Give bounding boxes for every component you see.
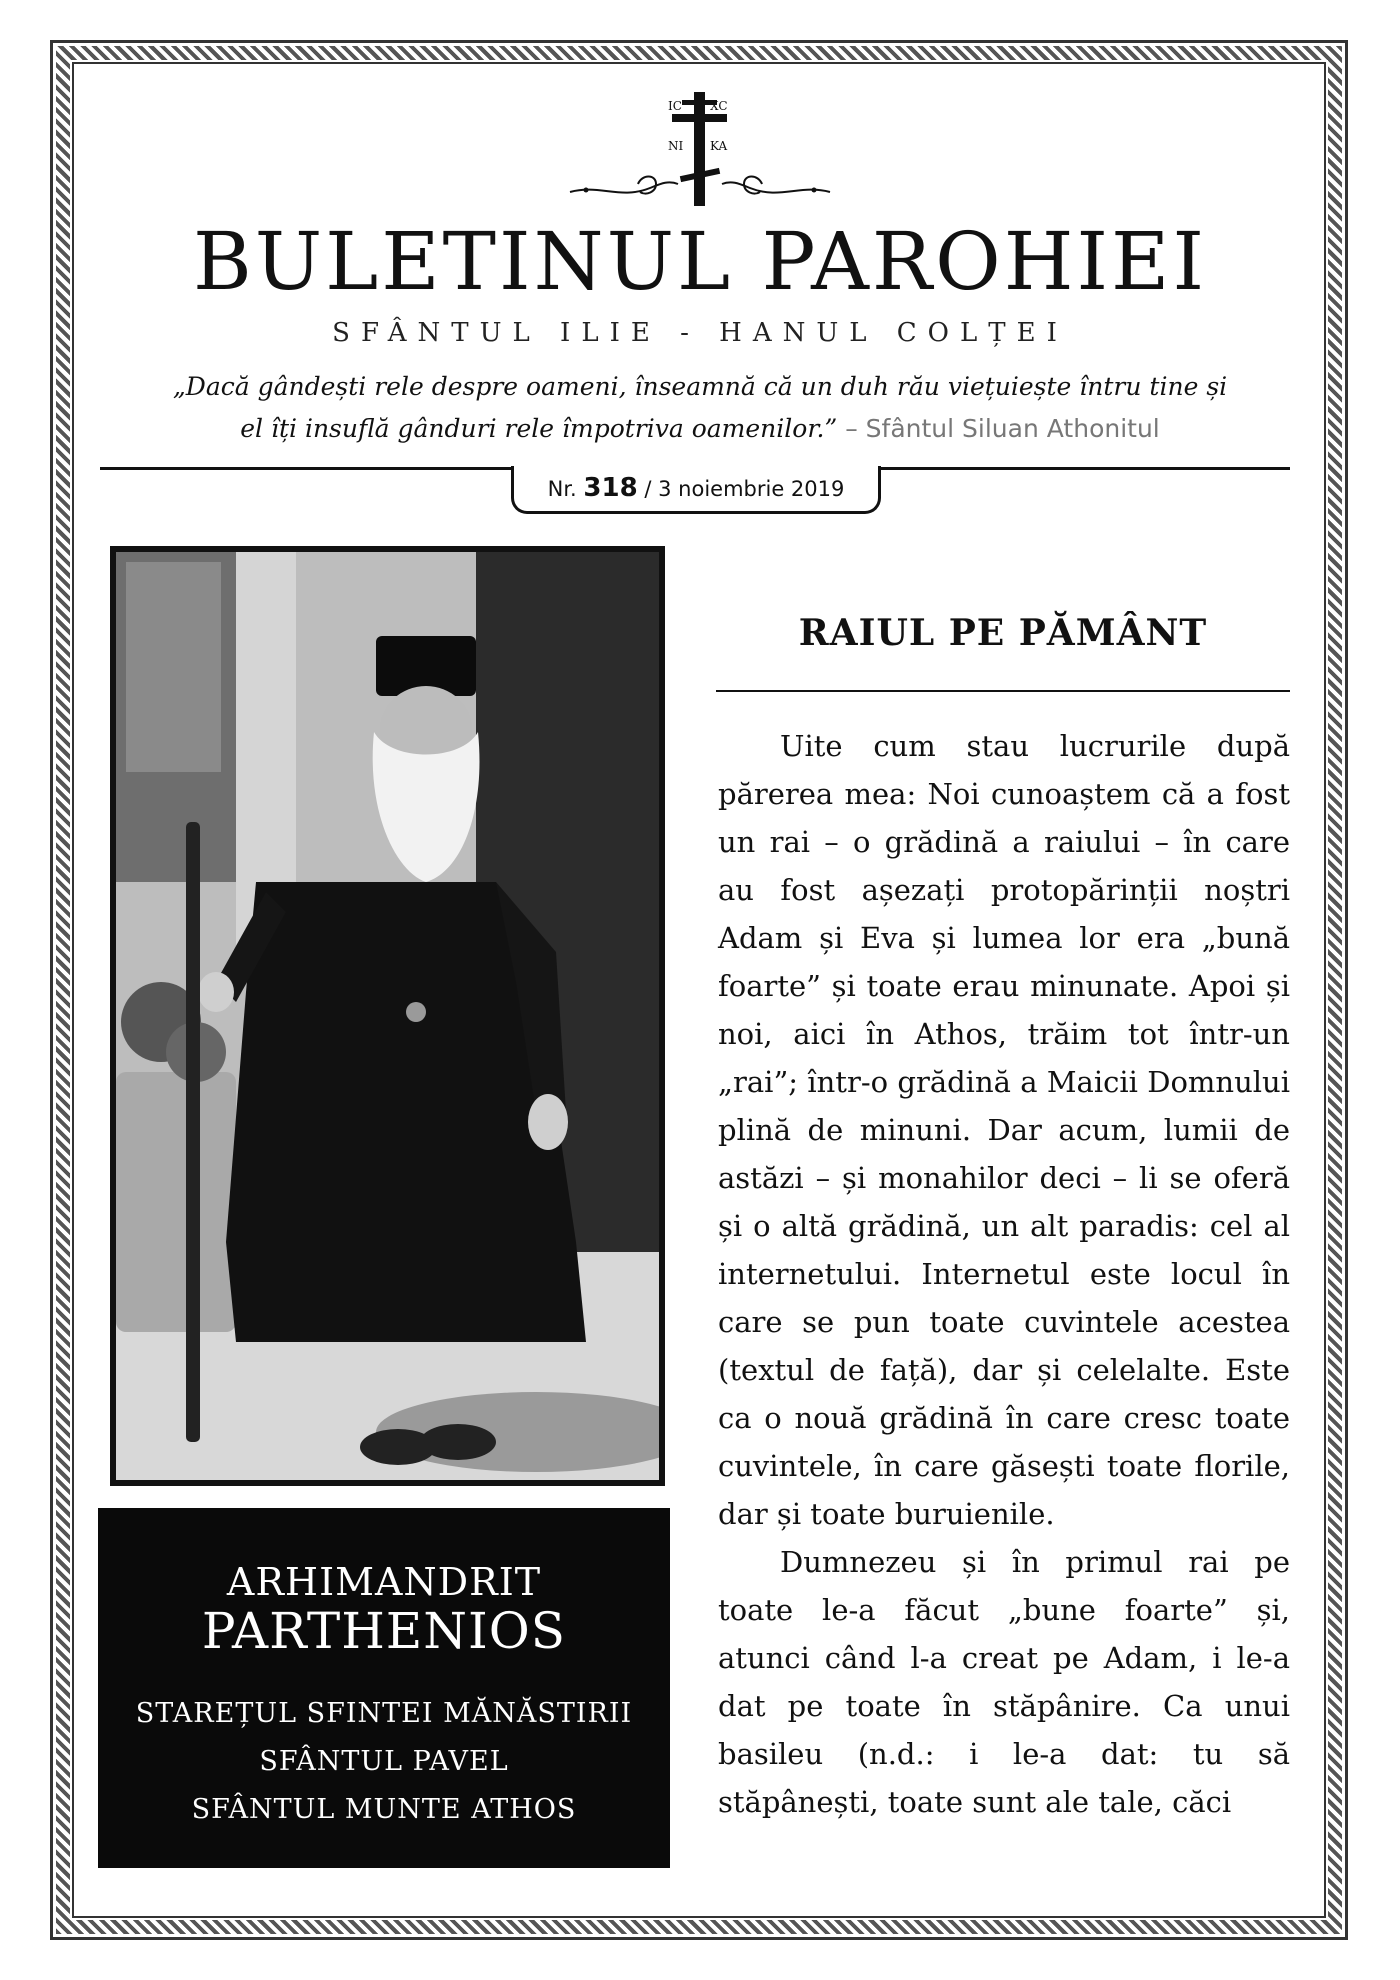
cross-emblem-icon (560, 88, 840, 218)
quote-line-2 (120, 408, 1280, 450)
article-paragraph-2: Dumnezeu și în primul rai pe toate le-a făcut „bune foarte” și, atunci când l-a creat pe Adam, i le-a dat pe toate în stăpânire. Ca unui basileu (n.d.: i le-a dat: tu să stăpânești, toate sunt ale tale, căci (718, 1545, 1290, 1819)
issue-number: 318 (583, 473, 638, 503)
emblem-xc: XC (710, 99, 728, 113)
caption-description (98, 1690, 670, 1834)
header-quote (120, 366, 1280, 450)
caption-sub-2: SFÂNTUL PAVEL (259, 1746, 509, 1777)
monk-photo-illustration (116, 552, 659, 1480)
emblem-ka: KA (710, 139, 728, 153)
issue-date: / 3 noiembrie 2019 (644, 477, 845, 501)
quote-author: – Sfântul Siluan Athonitul (845, 414, 1160, 443)
emblem-ni: NI (668, 139, 684, 153)
caption-name: PARTHENIOS (201, 1602, 567, 1660)
caption-sub-1: STAREȚUL SFINTEI MĂNĂSTIRII (135, 1698, 633, 1729)
article-title-rule (716, 690, 1290, 692)
photo-caption-box (98, 1508, 670, 1868)
caption-rank: ARHIMANDRIT (226, 1560, 542, 1604)
caption-sub-3: SFÂNTUL MUNTE ATHOS (191, 1794, 577, 1825)
parish-subtitle: SFÂNTUL ILIE - HANUL COLȚEI (332, 318, 1068, 348)
quote-line-2-text: el îți insuflă gânduri rele împotriva oamenilor.” (240, 414, 838, 443)
article-paragraph-1: Uite cum stau lucrurile după părerea mea: Noi cunoaștem că a fost un rai – o grădină a raiului – în care au fost așezați protopărinții noștri Adam și Eva și lumea lor era „bună foarte” și toate erau minunate. Apoi și noi, aici în Athos, trăim tot într-un „rai”; într-o grădină a Maicii Domnului plină de minuni. Dar acum, lumii de astăzi – și monahilor deci – li se oferă și o altă grădină, un alt paradis: cel al internetului. Internetul este locul în care se pun toate cuvintele acestea (textul de față), dar și celelalte. Este ca o nouă grădină în care cresc toate cuvintele, în care găsești toate florile, dar și toate buruienile. (718, 729, 1290, 1531)
quote-line-1: „Dacă gândești rele despre oameni, înseamnă că un duh rău viețuiește întru tine și (172, 372, 1228, 401)
article-body (718, 722, 1290, 1826)
article-title: RAIUL PE PĂMÂNT (798, 612, 1208, 654)
issue-prefix: Nr. (547, 477, 577, 501)
bulletin-title: BULETINUL PAROHIEI (192, 215, 1208, 308)
monk-photo (110, 546, 665, 1486)
emblem-ic: IC (668, 99, 682, 113)
issue-badge (511, 466, 881, 514)
